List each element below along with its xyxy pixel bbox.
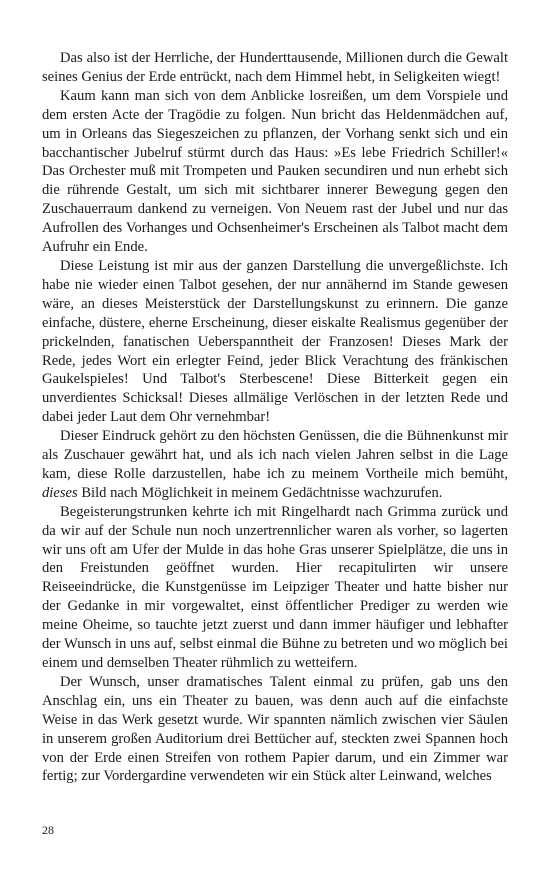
paragraph-6: Der Wunsch, unser dramatisches Talent einmal zu prüfen, gab uns den Anschlag ein, uns ein Theater zu bauen, was denn auch auf die einfachste Weise in das Werk gesetzt wurde. Wir spannten nämlich zwischen vier Säulen in unserem großen Auditorium drei Bettücher auf, steckten zwei Spannen hoch von der Erde einen Streifen von rothem Papier darum, und ein Zimmer war fertig; zur Vordergardine verwendeten wir ein Stück alter Leinwand, welches <box>42 673 508 785</box>
emphasis-dieses: dieses <box>42 484 78 501</box>
paragraph-3: Diese Leistung ist mir aus der ganzen Darstellung die unvergeßlichste. Ich habe nie wieder einen Talbot gesehen, der nur annähernd im Stande gewesen wäre, an dieses Meisterstück der Darstellungskunst zu erinnern. Die ganze einfache, düstere, eherne Erscheinung, dieser eiskalte Realismus gegenüber der prickelnden, fanatischen Ueberspanntheit der Franzosen! Dieses Mark der Rede, jedes Wort ein erlegter Feind, jeder Blick Verachtung des fränkischen Gaukelspieles! Und Talbot's Sterbescene! Diese Bitterkeit gegen ein unverdientes Schicksal! Dieses allmälige Verlöschen in der letzten Rede und dabei jeder Laut dem Ohr vernehmbar! <box>42 257 508 426</box>
paragraph-4 <box>42 427 508 503</box>
paragraph-4-end: Bild nach Möglichkeit in meinem Gedächtnisse wachzurufen. <box>77 484 443 501</box>
paragraph-5: Begeisterungstrunken kehrte ich mit Ringelhardt nach Grimma zurück und da wir auf der Schule nun noch unzertrennlicher waren als vorher, so lagerten wir uns oft am Ufer der Mulde in das hohe Gras unserer Spielplätze, die uns in den Freistunden geöffnet wurden. Hier recapitulirten wir unsere Reiseeindrücke, die Kunstgenüsse im Leipziger Theater und hatte bisher nur der Gedanke in mir vorgewaltet, einst öffentlicher Prediger zu werden wie meine Oheime, so tauchte jetzt zuerst und dann immer häufiger und lebhafter der Wunsch in uns auf, selbst einmal die Bühne zu betreten und wo möglich bei einem und demselben Theater rühmlich zu wetteifern. <box>42 503 508 671</box>
paragraph-2: Kaum kann man sich von dem Anblicke losreißen, um dem Vorspiele und dem ersten Acte der Tragödie zu folgen. Nun bricht das Heldenmädchen auf, um in Orleans das Siegeszeichen zu pflanzen, der Vorhang senkt sich und ein bacchantischer Jubelruf stürmt durch das Haus: »Es lebe Friedrich Schiller!« Das Orchester muß mit Trompeten und Pauken secundiren und nun erhebt sich die rührende Gestalt, um sich mit sichtbarer innerer Bewegung gegen den Zuschauerraum dankend zu verneigen. Von Neuem rast der Jubel und nur das Aufrollen des Vorhanges und Ochsenheimer's Erscheinen als Talbot macht dem Aufruhr ein Ende. <box>42 87 508 256</box>
body-text <box>42 49 508 786</box>
paragraph-1: Das also ist der Herrliche, der Hunderttausende, Millionen durch die Gewalt seines Genius der Erde entrückt, nach dem Himmel hebt, in Seligkeiten wiegt! <box>42 50 508 85</box>
page-number: 28 <box>42 823 54 837</box>
paragraph-4-start: Dieser Eindruck gehört zu den höchsten Genüssen, die die Bühnenkunst mir als Zuschauer gewährt hat, und als ich nach vielen Jahren selbst in die Lage kam, diese Rolle darzustellen, habe ich zu meinem Vortheile mich bemüht, <box>42 428 508 482</box>
